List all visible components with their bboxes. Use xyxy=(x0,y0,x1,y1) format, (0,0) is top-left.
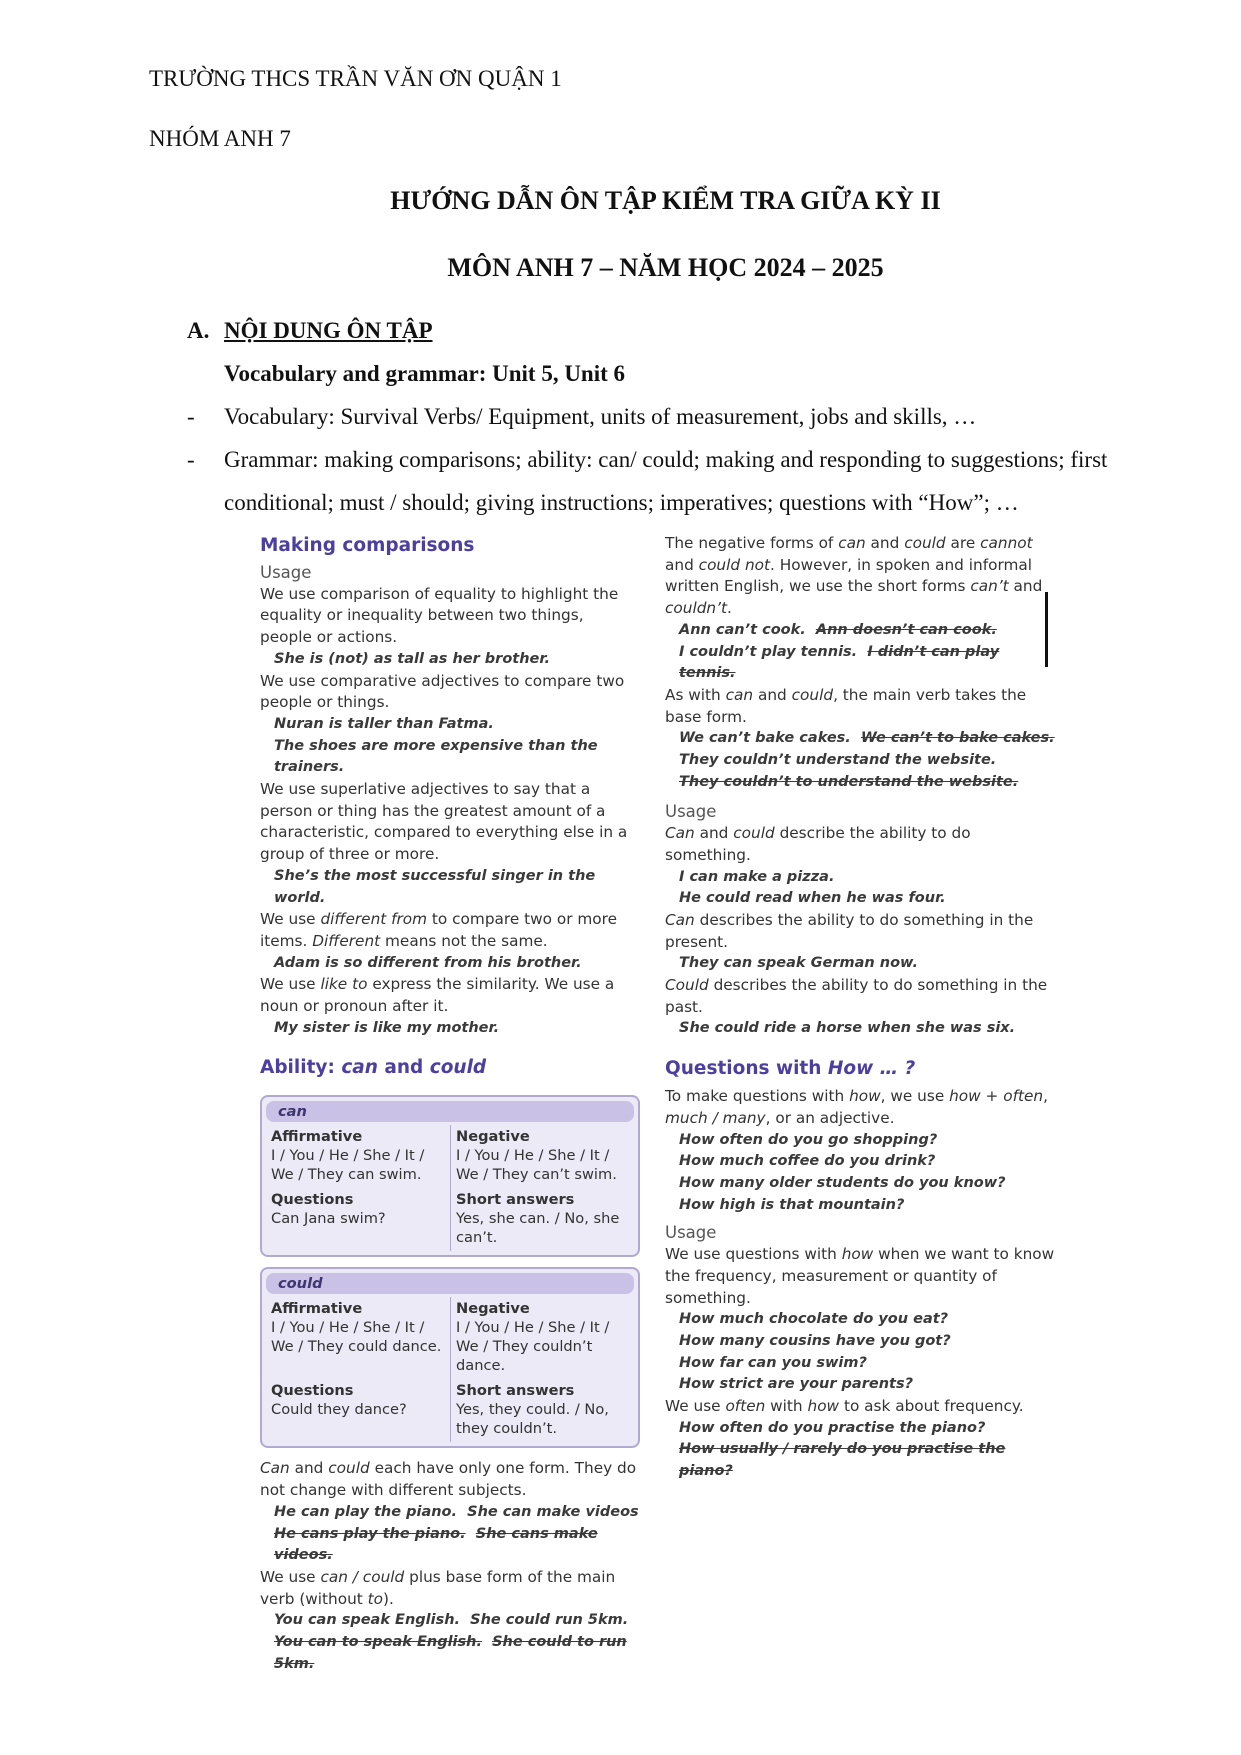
paragraph: We use superlative adjectives to say that a person or thing has the greatest amount of a characteristic, compared to everything else in a group of three or more. xyxy=(260,780,628,864)
paragraph: We use like to express the similarity. We use a noun or pronoun after it. xyxy=(260,975,615,1016)
example-incorrect: How usually / rarely do you practise the piano? xyxy=(679,1441,1006,1480)
paragraph: Can and could describe the ability to do something. xyxy=(665,824,971,864)
usage-label: Usage xyxy=(665,1223,717,1243)
example: How many cousins have you got? xyxy=(679,1332,951,1349)
example-pair: I couldn’t play tennis. I didn’t can play tennis. xyxy=(679,643,1000,682)
affirmative-text: I / You / He / She / It / We / They could dance. xyxy=(271,1319,442,1356)
example: How often do you go shopping? xyxy=(679,1131,938,1148)
example-pair-incorrect: He cans play the piano. She cans make videos. xyxy=(274,1525,598,1564)
example-pair: Ann can’t cook. Ann doesn’t can cook. xyxy=(679,621,997,638)
example: How strict are your parents? xyxy=(679,1376,913,1393)
questions-text: Can Jana swim? xyxy=(271,1210,386,1228)
bullet-grammar: Grammar: making comparisons; ability: can/ could; making and responding to suggestions; first conditional; must / should; giving instructions; imperatives; questions with “How”; … xyxy=(224,447,1108,515)
short-answers-text: Yes, they could. / No, they couldn’t. xyxy=(456,1401,609,1438)
questions-label: Questions xyxy=(271,1191,354,1209)
usage-label: Usage xyxy=(665,802,717,822)
example: They can speak German now. xyxy=(679,955,919,972)
bullet-vocabulary: Vocabulary: Survival Verbs/ Equipment, units of measurement, jobs and skills, … xyxy=(224,404,977,429)
example: How much coffee do you drink? xyxy=(679,1153,936,1170)
affirmative-label: Affirmative xyxy=(271,1128,363,1146)
how-questions-heading: Questions with How … ? xyxy=(665,1058,916,1080)
school-name: TRƯỜNG THCS TRẦN VĂN ƠN QUẬN 1 xyxy=(149,66,562,91)
usage-label: Usage xyxy=(260,563,312,582)
table-caption: could xyxy=(266,1273,634,1294)
paragraph: The negative forms of can and could are cannot and could not. However, in spoken and informal written English, we use the short forms can’t and couldn’t. xyxy=(665,534,1043,618)
example: How much chocolate do you eat? xyxy=(679,1311,949,1328)
example-pair: We can’t bake cakes. We can’t to bake cakes. xyxy=(679,730,1055,747)
example: How high is that mountain? xyxy=(679,1196,905,1213)
negative-label: Negative xyxy=(456,1300,530,1318)
paragraph: We use comparative adjectives to compare two people or things. xyxy=(260,671,625,712)
table-caption: can xyxy=(266,1101,634,1122)
example-pair-incorrect: You can to speak English. She could to run 5km. xyxy=(274,1634,627,1672)
bullet-marker: - xyxy=(187,447,195,472)
could-table xyxy=(260,1267,640,1448)
negative-text: I / You / He / She / It / We / They couldn’t dance. xyxy=(456,1319,610,1375)
example: She’s the most successful singer in the world. xyxy=(274,867,596,906)
example: They couldn’t understand the website. xyxy=(679,752,997,769)
example: Nuran is taller than Fatma. xyxy=(274,715,494,732)
section-label: A. xyxy=(187,318,210,343)
ability-heading: Ability: can and could xyxy=(260,1057,487,1079)
paragraph: We use comparison of equality to highlight the equality or inequality between two things, people or actions. xyxy=(260,584,619,647)
example: Adam is so different from his brother. xyxy=(274,954,582,971)
paragraph: Can and could each have only one form. They do not change with different subjects. xyxy=(260,1459,637,1500)
example-incorrect: They couldn’t to understand the website. xyxy=(679,773,1019,790)
short-answers-label: Short answers xyxy=(456,1382,575,1400)
example: She could ride a horse when she was six. xyxy=(679,1020,1016,1037)
paragraph: Could describes the ability to do something in the past. xyxy=(665,976,1048,1016)
example: My sister is like my mother. xyxy=(274,1019,500,1036)
negative-text: I / You / He / She / It / We / They can’t swim. xyxy=(456,1147,617,1184)
example-pair: He can play the piano. She can make videos xyxy=(274,1503,639,1520)
paragraph: To make questions with how, we use how + often, much / many, or an adjective. xyxy=(665,1087,1048,1127)
questions-label: Questions xyxy=(271,1382,354,1400)
section-a-heading xyxy=(187,318,433,344)
margin-bar xyxy=(1045,592,1048,667)
example: The shoes are more expensive than the trainers. xyxy=(274,737,598,776)
paragraph: Can describes the ability to do something in the present. xyxy=(665,910,1034,951)
affirmative-text: I / You / He / She / It / We / They can swim. xyxy=(271,1147,425,1184)
paragraph: We use questions with how when we want to know the frequency, measurement or quantity of something. xyxy=(665,1245,1055,1307)
right-column xyxy=(665,533,1055,1483)
example: How many older students do you know? xyxy=(679,1174,1006,1191)
affirmative-label: Affirmative xyxy=(271,1300,363,1318)
questions-text: Could they dance? xyxy=(271,1401,407,1419)
group-name: NHÓM ANH 7 xyxy=(149,126,291,151)
example: I can make a pizza. xyxy=(679,868,835,885)
paragraph: We use often with how to ask about frequency. xyxy=(665,1397,1024,1416)
short-answers-label: Short answers xyxy=(456,1191,575,1209)
example: She is (not) as tall as her brother. xyxy=(274,650,550,667)
example-pair: You can speak English. She could run 5km. xyxy=(274,1612,629,1629)
section-subtitle: Vocabulary and grammar: Unit 5, Unit 6 xyxy=(224,361,626,386)
page-subtitle: MÔN ANH 7 – NĂM HỌC 2024 – 2025 xyxy=(447,253,884,282)
bullet-marker: - xyxy=(187,404,195,429)
paragraph: We use can / could plus base form of the main verb (without to). xyxy=(260,1567,616,1608)
left-column xyxy=(260,533,640,1676)
negative-label: Negative xyxy=(456,1128,530,1146)
section-title: NỘI DUNG ÔN TẬP xyxy=(224,318,433,343)
textbook-grammar-reference xyxy=(258,533,1058,1672)
paragraph: We use different from to compare two or more items. Different means not the same. xyxy=(260,910,617,950)
example: How often do you practise the piano? xyxy=(679,1419,986,1436)
example: How far can you swim? xyxy=(679,1354,867,1371)
can-table xyxy=(260,1095,640,1257)
short-answers-text: Yes, she can. / No, she can’t. xyxy=(456,1210,620,1247)
making-comparisons-heading: Making comparisons xyxy=(260,535,475,556)
example: He could read when he was four. xyxy=(679,890,946,907)
paragraph: As with can and could, the main verb takes the base form. xyxy=(665,685,1027,726)
page-title: HƯỚNG DẪN ÔN TẬP KIỂM TRA GIỮA KỲ II xyxy=(390,186,941,215)
